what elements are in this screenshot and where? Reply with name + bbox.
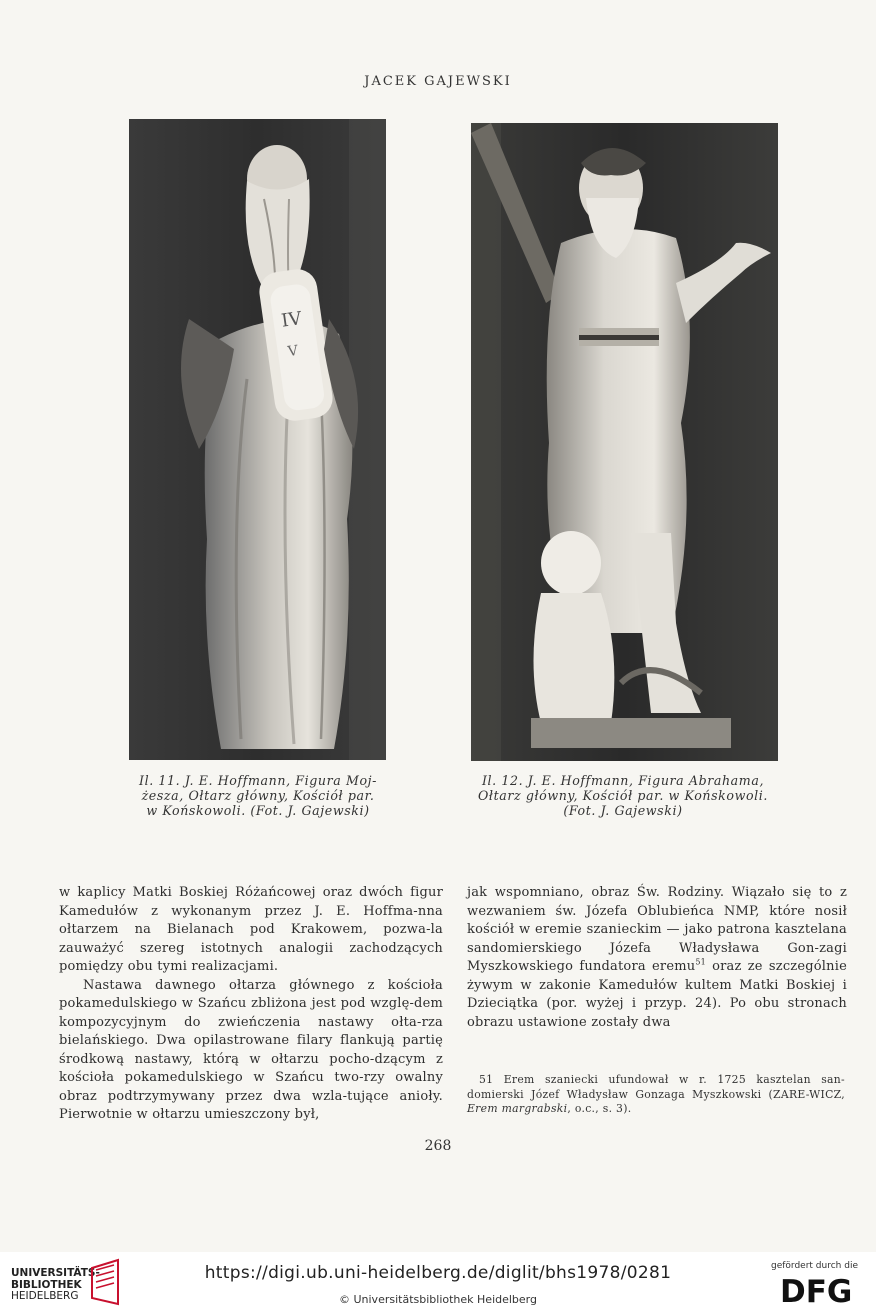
left-text-column [59, 884, 443, 1125]
paragraph-text: jak wspomniano, obraz Św. Rodziny. Wiązało się to z wezwaniem św. Józefa Oblubieńca NMP, które nosił kościół w eremie szanieckim — jako patrona kasztelana sandomierskiego Józefa Władysława Gon-zagi Myszkowskiego fundatora eremu [467, 885, 847, 974]
caption-line: Ołtarz główny, Kościół par. w Końskowoli. [477, 788, 769, 803]
figure-abraham-photo [471, 123, 778, 761]
permalink-url[interactable]: https://digi.ub.uni-heidelberg.de/diglit/bhs1978/0281 [204, 1263, 672, 1283]
paragraph [467, 884, 847, 1032]
footnote [467, 1073, 845, 1117]
running-head: JACEK GAJEWSKI [364, 74, 512, 89]
caption-line: (Fot. J. Gajewski) [563, 803, 683, 818]
library-name-line: UNIVERSITÄTS- [11, 1267, 100, 1279]
paragraph-text: oraz ze szczególnie żywym w zakonie Kamedułów kultem Matki Boskiej i Dzieciątka (por. wyżej i przyp. 24). Po obu stronach obrazu ustawione zostały dwa [467, 959, 847, 1030]
footnote-text: Erem szaniecki ufundował w r. 1725 kasztelan san-domierski Józef Władysław Gonzaga Myszkowski (ZARE-WICZ, [467, 1073, 845, 1101]
caption-line: żesza, Ołtarz główny, Kościół par. [141, 788, 375, 803]
figure-12-caption [452, 773, 794, 818]
library-name-line: HEIDELBERG [11, 1290, 79, 1302]
paragraph: Nastawa dawnego ołtarza głównego z kościoła pokamedulskiego w Szańcu zbliżona jest pod wzglę-dem kompozycyjnym do zwieńczenia nastawy ołta-rza bielańskiego. Dwa opilastrowane filary flankują partię środkową nastawy, którą w ołtarzu pocho-dzącym z kościoła pokamedulskiego w Szańcu two-rzy owalny obraz podtrzymywany przez dwa wzla-tujące anioły. Pierwotnie w ołtarzu umieszczony był, [59, 977, 443, 1122]
footnote-tail: , o.c., s. 3). [567, 1102, 632, 1115]
svg-text:IV: IV [280, 308, 303, 332]
footnote-reference: 51 [695, 957, 706, 967]
svg-text:V: V [286, 342, 300, 361]
dfg-logo-text: DFG [780, 1274, 853, 1306]
right-text-column [467, 884, 847, 1032]
caption-line: Il. 12. J. E. Hoffmann, Figura Abrahama, [481, 773, 765, 788]
footnote-number: 51 [479, 1073, 494, 1086]
library-name-line: BIBLIOTHEK [11, 1278, 82, 1291]
footnote-title: Erem margrabski [467, 1102, 568, 1115]
page-number: 268 [424, 1138, 452, 1154]
figure-moses-photo [129, 119, 386, 760]
figure-11-caption [112, 773, 404, 818]
copyright-notice: © Universitätsbibliothek Heidelberg [338, 1293, 537, 1306]
funder-label: gefördert durch die [771, 1261, 858, 1271]
dfg-logo[interactable] [780, 1274, 864, 1306]
paragraph: w kaplicy Matki Boskiej Różańcowej oraz dwóch figur Kamedułów z wykonanym przez J. E. Hoffma-nna ołtarzem na Bielanach pod Krakowem, pozwa-la zauważyć szereg istotnych analogii zachodzących pomiędzy obu tymi realizacjami. [59, 885, 443, 974]
caption-line: w Końskowoli. (Fot. J. Gajewski) [146, 803, 370, 818]
caption-line: Il. 11. J. E. Hoffmann, Figura Moj- [139, 773, 377, 788]
